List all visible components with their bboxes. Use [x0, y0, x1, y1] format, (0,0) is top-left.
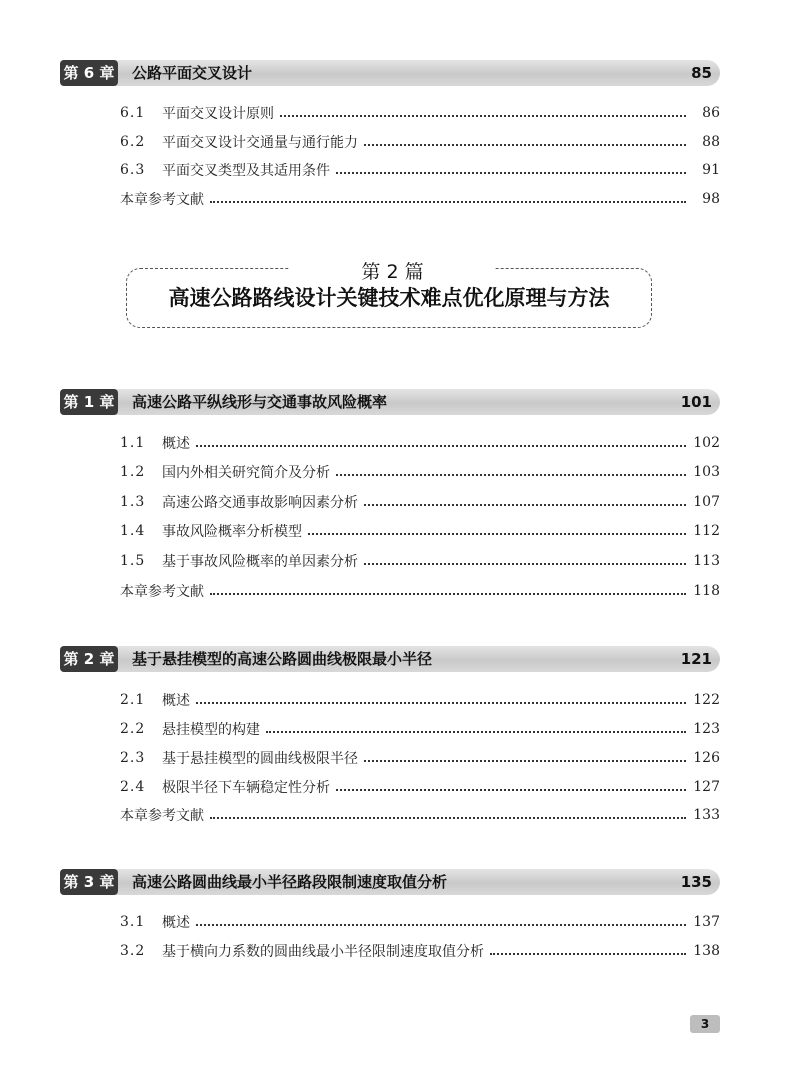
entry-number: 2.2: [120, 721, 146, 737]
leader-dots: [308, 533, 686, 535]
leader-dots: [364, 563, 686, 565]
entry-number: 2.3: [120, 750, 146, 766]
chapter-label: 第 6 章: [60, 60, 118, 86]
entry-number: 1.2: [120, 464, 146, 480]
entry-page: 138: [693, 943, 720, 959]
entry-number: 2.4: [120, 779, 146, 795]
entry-page: 107: [693, 494, 720, 510]
chapter-label: 第 1 章: [60, 389, 118, 415]
part-title[interactable]: 高速公路路线设计关键技术难点优化原理与方法: [168, 286, 610, 310]
entry-page: 137: [693, 914, 720, 930]
entry-title: 本章参考文献: [120, 192, 204, 208]
entry-title: 本章参考文献: [120, 584, 204, 600]
leader-dots: [336, 172, 686, 174]
chapter-page: 85: [691, 64, 712, 82]
entry-title: 概述: [162, 915, 190, 931]
chapter-header[interactable]: [60, 60, 720, 86]
entry-number: 6.3: [120, 162, 146, 178]
entry-page: 102: [693, 435, 720, 451]
leader-dots: [210, 201, 686, 203]
leader-dots: [364, 760, 686, 762]
entry-page: 91: [702, 162, 720, 178]
toc-entry[interactable]: [120, 461, 720, 483]
entry-title: 基于事故风险概率的单因素分析: [162, 554, 358, 570]
chapter-page: 121: [680, 650, 712, 668]
entry-page: 122: [693, 692, 720, 708]
entry-number: 1.5: [120, 553, 146, 569]
entry-title: 平面交叉设计交通量与通行能力: [162, 135, 358, 151]
leader-dots: [196, 702, 686, 704]
leader-dots: [266, 731, 686, 733]
toc-entry[interactable]: [120, 550, 720, 572]
chapter-title: 高速公路平纵线形与交通事故风险概率: [132, 393, 388, 411]
entry-page: 88: [702, 134, 720, 150]
toc-entry[interactable]: [120, 776, 720, 798]
leader-dots: [280, 115, 686, 117]
entry-title: 本章参考文献: [120, 808, 204, 824]
toc-entry[interactable]: [120, 520, 720, 542]
entry-page: 113: [693, 553, 720, 569]
entry-title: 平面交叉类型及其适用条件: [162, 163, 330, 179]
toc-entry[interactable]: [120, 102, 720, 124]
entry-page: 118: [693, 583, 720, 599]
leader-dots: [210, 593, 686, 595]
toc-entry[interactable]: [120, 159, 720, 181]
chapter-page: 135: [680, 873, 712, 891]
chapter-title: 基于悬挂模型的高速公路圆曲线极限最小半径: [132, 650, 433, 668]
toc-entry-references[interactable]: [120, 580, 720, 602]
chapter-header[interactable]: [60, 869, 720, 895]
toc-entry[interactable]: [120, 689, 720, 711]
entry-number: 6.1: [120, 105, 146, 121]
entry-page: 103: [693, 464, 720, 480]
leader-dots: [196, 445, 686, 447]
leader-dots: [364, 504, 686, 506]
entry-number: 1.4: [120, 523, 146, 539]
chapter-title: 公路平面交叉设计: [132, 64, 253, 82]
page-number: 3: [690, 1015, 720, 1033]
entry-page: 112: [693, 523, 720, 539]
leader-dots: [336, 474, 686, 476]
toc-entry[interactable]: [120, 718, 720, 740]
entry-title: 悬挂模型的构建: [162, 722, 260, 738]
toc-entry[interactable]: [120, 911, 720, 933]
entry-title: 概述: [162, 436, 190, 452]
entry-title: 基于横向力系数的圆曲线最小半径限制速度取值分析: [162, 944, 484, 960]
leader-dots: [210, 817, 686, 819]
toc-entry[interactable]: [120, 491, 720, 513]
toc-entry-references[interactable]: [120, 804, 720, 826]
entry-title: 基于悬挂模型的圆曲线极限半径: [162, 751, 358, 767]
entry-number: 3.2: [120, 943, 146, 959]
leader-dots: [364, 144, 686, 146]
leader-dots: [196, 924, 686, 926]
entry-title: 平面交叉设计原则: [162, 106, 274, 122]
chapter-label: 第 3 章: [60, 869, 118, 895]
entry-page: 123: [693, 721, 720, 737]
entry-number: 1.1: [120, 435, 146, 451]
chapter-page: 101: [680, 393, 712, 411]
entry-page: 126: [693, 750, 720, 766]
toc-entry[interactable]: [120, 747, 720, 769]
chapter-header[interactable]: [60, 389, 720, 415]
leader-dots: [336, 789, 686, 791]
entry-title: 概述: [162, 693, 190, 709]
chapter-label: 第 2 章: [60, 646, 118, 672]
toc-entry[interactable]: [120, 432, 720, 454]
toc-entry[interactable]: [120, 940, 720, 962]
part-label: 第 2 篇: [290, 257, 495, 281]
toc-entry[interactable]: [120, 131, 720, 153]
chapter-header[interactable]: [60, 646, 720, 672]
leader-dots: [490, 953, 686, 955]
entry-title: 高速公路交通事故影响因素分析: [162, 495, 358, 511]
entry-title: 国内外相关研究简介及分析: [162, 465, 330, 481]
entry-number: 6.2: [120, 134, 146, 150]
entry-page: 127: [693, 779, 720, 795]
entry-number: 3.1: [120, 914, 146, 930]
entry-number: 1.3: [120, 494, 146, 510]
entry-title: 事故风险概率分析模型: [162, 524, 302, 540]
chapter-title: 高速公路圆曲线最小半径路段限制速度取值分析: [132, 873, 448, 891]
entry-page: 86: [702, 105, 720, 121]
entry-page: 98: [702, 191, 720, 207]
entry-page: 133: [693, 807, 720, 823]
toc-entry-references[interactable]: [120, 188, 720, 210]
entry-title: 极限半径下车辆稳定性分析: [162, 780, 330, 796]
entry-number: 2.1: [120, 692, 146, 708]
